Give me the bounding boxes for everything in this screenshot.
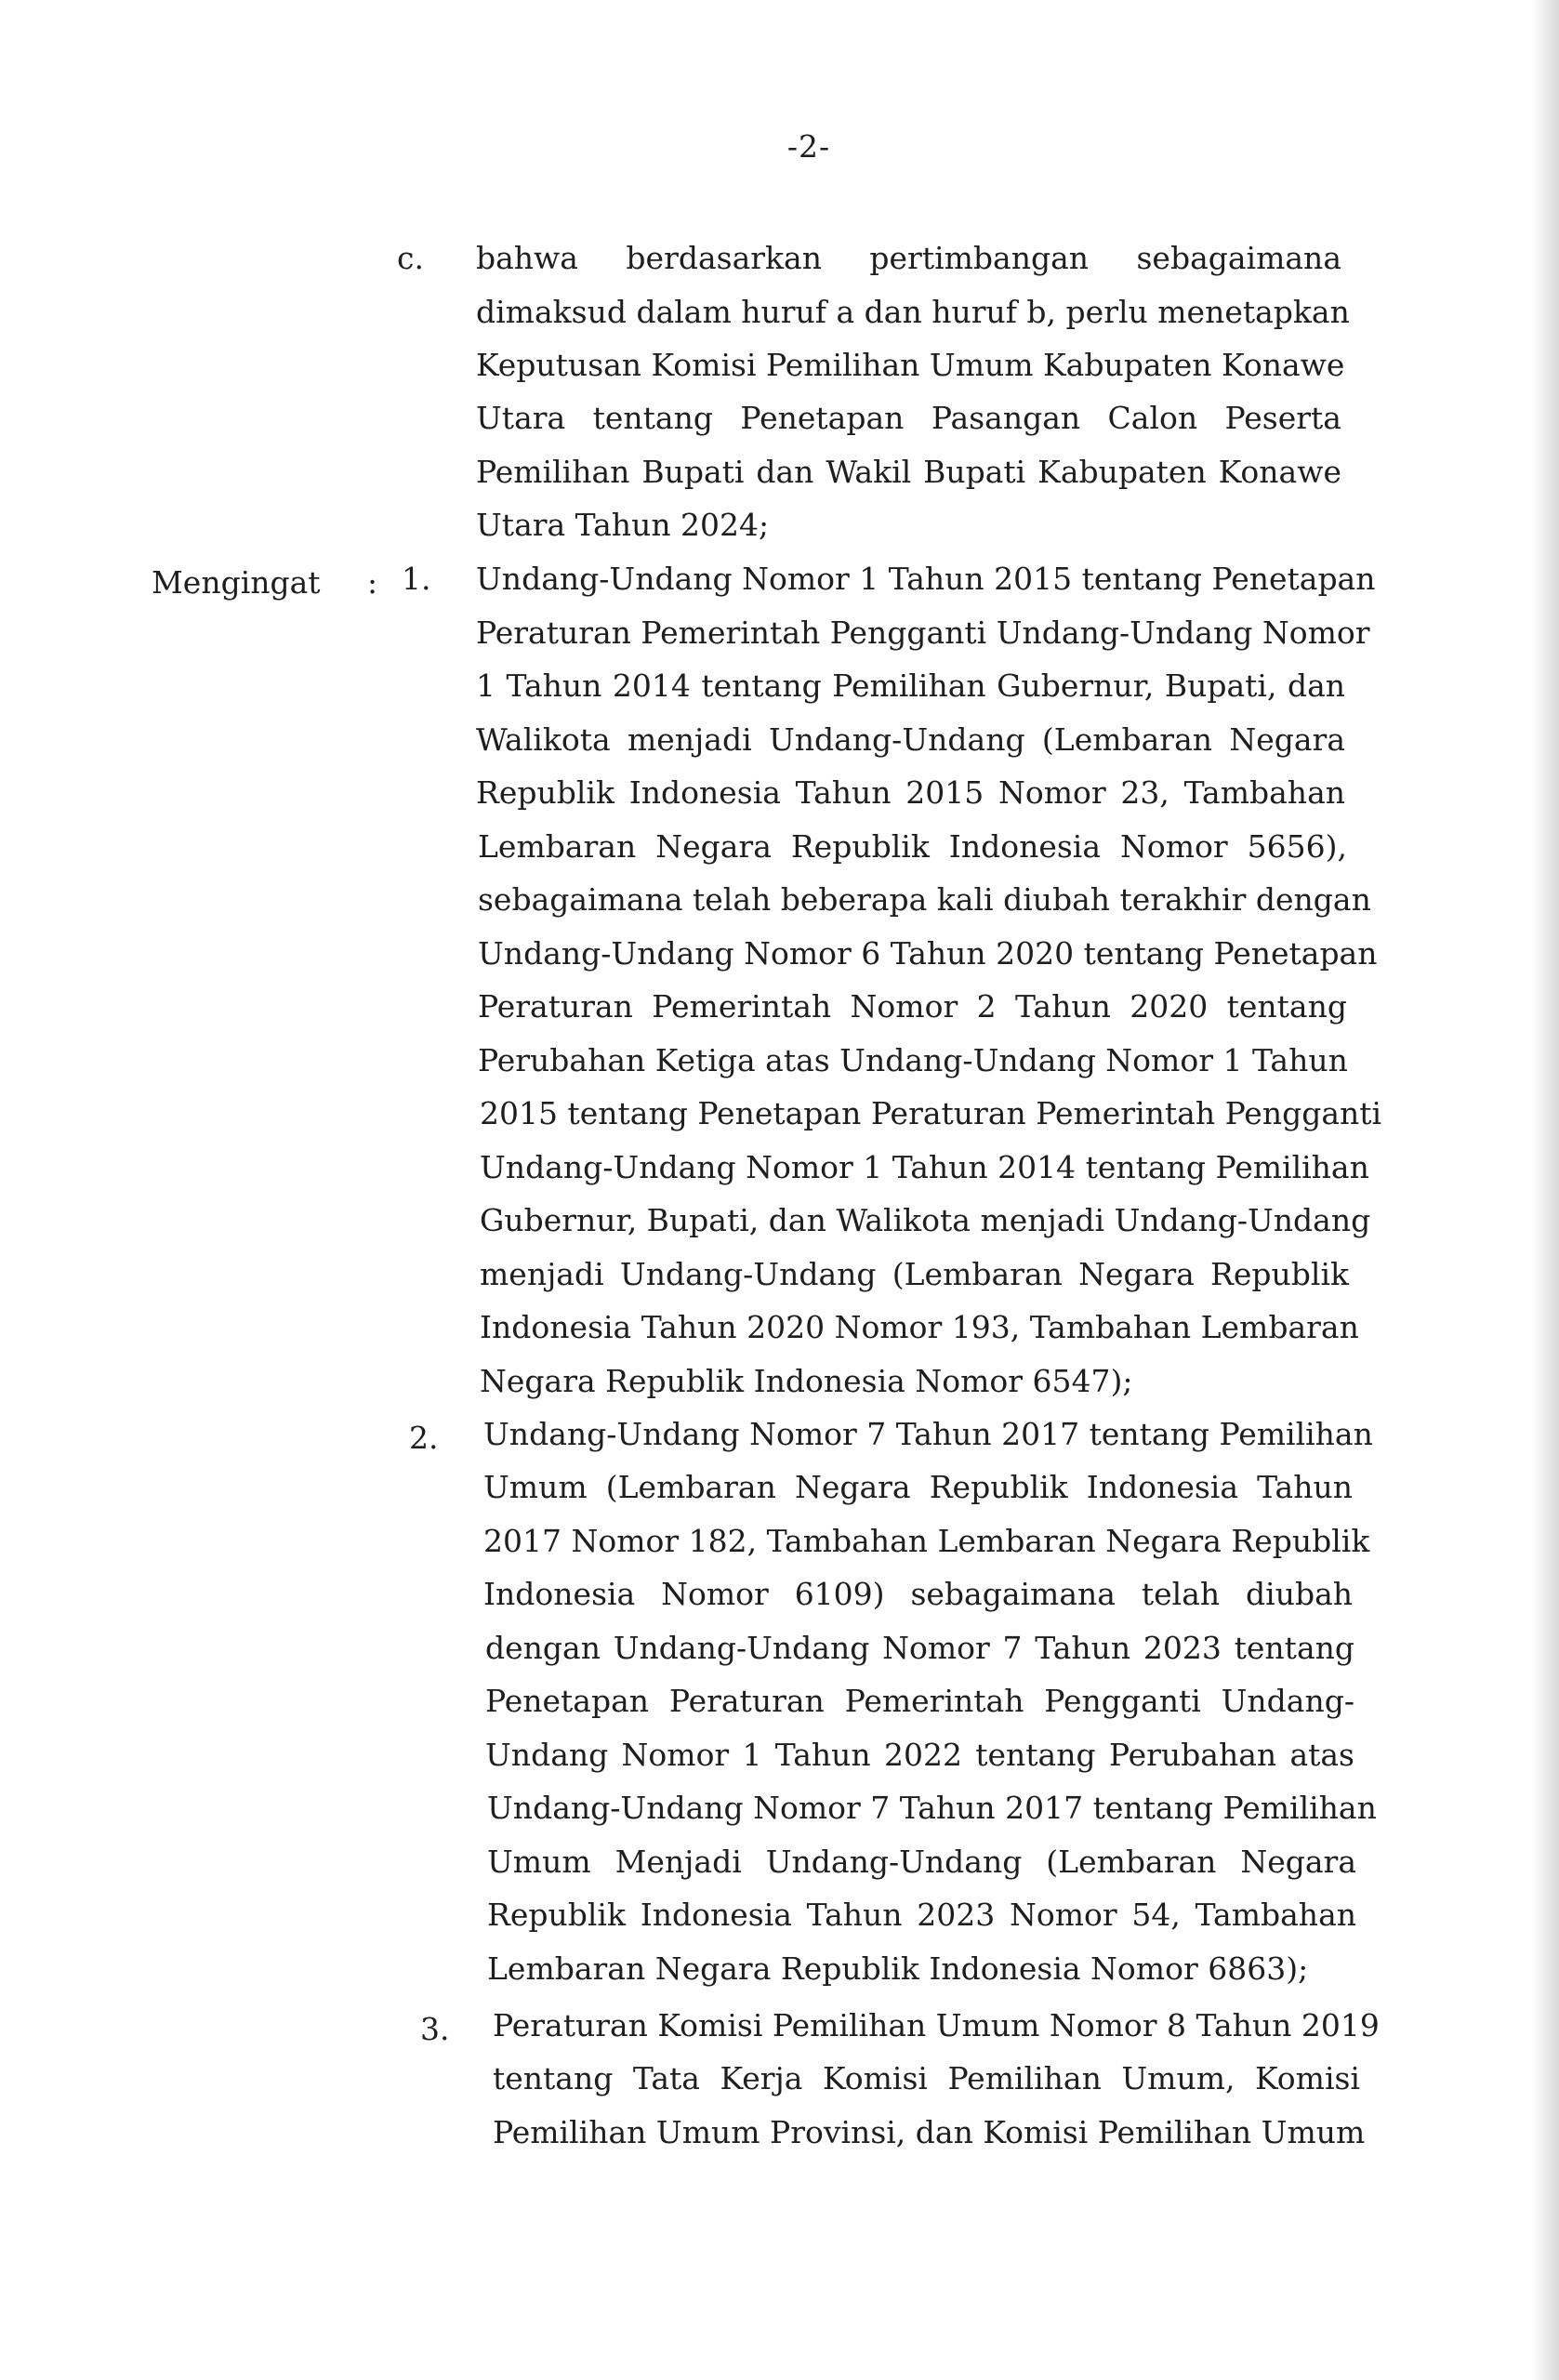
item-line: Umum Menjadi Undang-Undang (Lembaran Negara [487,1844,1356,1880]
item-line: Peraturan Komisi Pemilihan Umum Nomor 8 Tahun 2019 [493,2007,1380,2043]
item-line: 1 Tahun 2014 tentang Pemilihan Gubernur, Bupati, dan [476,668,1345,704]
item-c-line: Utara Tahun 2024; [476,507,770,543]
item-line: Gubernur, Bupati, dan Walikota menjadi Undang-Undang [480,1202,1371,1238]
page-number: -2- [786,128,831,165]
item-number: 3. [420,2011,450,2047]
item-line: Undang-Undang Nomor 7 Tahun 2017 tentang Pemilihan [487,1790,1377,1826]
mengingat-colon: : [367,564,378,601]
item-line: Indonesia Nomor 6109) sebagaimana telah diubah [483,1576,1353,1612]
item-line: Lembaran Negara Republik Indonesia Nomor 6863); [487,1950,1309,1987]
item-line: Umum (Lembaran Negara Republik Indonesia Tahun [483,1469,1353,1505]
item-line: Peraturan Pemerintah Pengganti Undang-Undang Nomor [476,615,1370,651]
mengingat-label: Mengingat [152,564,321,601]
item-c-line: dimaksud dalam huruf a dan huruf b, perlu menetapkan [476,294,1350,330]
item-c-line: Utara tentang Penetapan Pasangan Calon Peserta [476,400,1341,436]
item-line: 2015 tentang Penetapan Peraturan Pemerintah Pengganti [480,1095,1382,1131]
item-line: Republik Indonesia Tahun 2023 Nomor 54, Tambahan [487,1897,1356,1933]
item-line: 2017 Nomor 182, Tambahan Lembaran Negara Republik [483,1523,1370,1559]
item-line: tentang Tata Kerja Komisi Pemilihan Umum, Komisi [493,2060,1360,2096]
item-line: Indonesia Tahun 2020 Nomor 193, Tambahan Lembaran [480,1309,1359,1345]
item-c-line: Pemilihan Bupati dan Wakil Bupati Kabupaten Konawe [476,454,1341,490]
item-line: dengan Undang-Undang Nomor 7 Tahun 2023 tentang [485,1630,1354,1666]
item-line: Republik Indonesia Tahun 2015 Nomor 23, Tambahan [476,774,1345,811]
item-line: Negara Republik Indonesia Nomor 6547); [480,1363,1133,1399]
item-c-marker: c. [397,240,424,276]
item-line: Pemilihan Umum Provinsi, dan Komisi Pemilihan Umum [493,2114,1366,2150]
item-line: Undang-Undang Nomor 1 Tahun 2015 tentang Penetapan [476,561,1376,597]
item-number: 2. [409,1420,439,1456]
item-c-line: bahwa berdasarkan pertimbangan sebagaimana [476,240,1341,276]
item-line: Perubahan Ketiga atas Undang-Undang Nomor 1 Tahun [478,1042,1348,1078]
item-line: Undang-Undang Nomor 7 Tahun 2017 tentang Pemilihan [483,1416,1373,1452]
item-line: Penetapan Peraturan Pemerintah Pengganti Undang- [485,1683,1354,1719]
item-line: Undang-Undang Nomor 1 Tahun 2014 tentang Pemilihan [480,1149,1369,1185]
item-line: Peraturan Pemerintah Nomor 2 Tahun 2020 tentang [478,988,1347,1025]
item-number: 1. [402,561,431,597]
item-line: sebagaimana telah beberapa kali diubah terakhir dengan [478,881,1371,918]
item-c-line: Keputusan Komisi Pemilihan Umum Kabupaten Konawe [476,347,1345,383]
item-line: Undang-Undang Nomor 6 Tahun 2020 tentang Penetapan [478,935,1378,972]
item-line: menjadi Undang-Undang (Lembaran Negara Republik [480,1256,1349,1292]
item-line: Walikota menjadi Undang-Undang (Lembaran Negara [476,721,1345,758]
item-line: Undang Nomor 1 Tahun 2022 tentang Perubahan atas [485,1737,1354,1773]
item-line: Lembaran Negara Republik Indonesia Nomor 5656), [478,828,1347,865]
page-edge-shadow [1531,0,1559,2380]
